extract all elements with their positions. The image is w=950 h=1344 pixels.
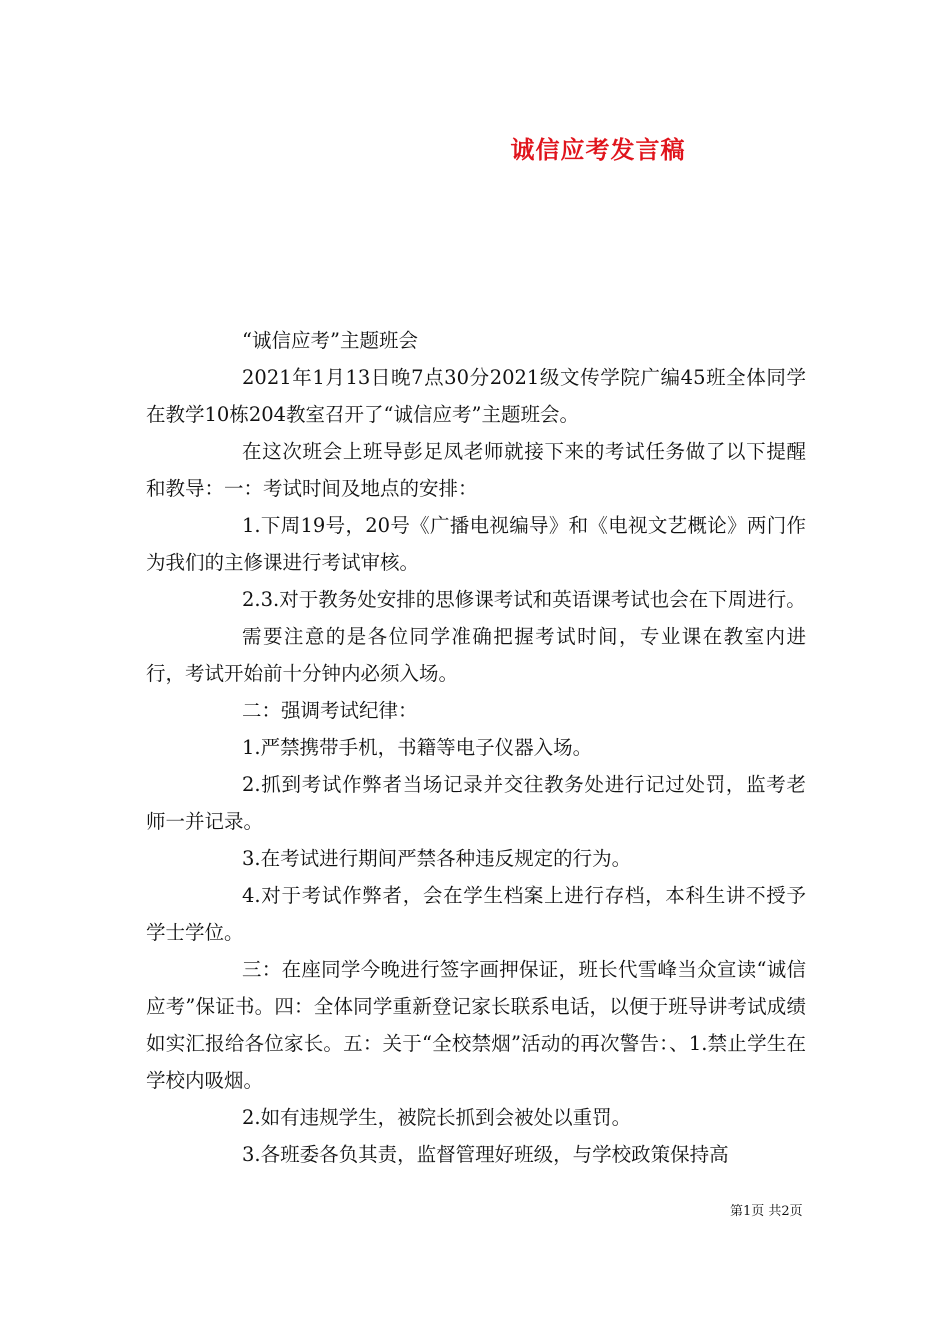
paragraph: 二：强调考试纪律： [242, 699, 418, 722]
paragraph: 2.抓到考试作弊者当场记录并交往教务处进行记过处罚，监考老师一并记录。 [146, 773, 806, 833]
paragraph-subtitle: “诚信应考”主题班会 [242, 329, 418, 352]
document-title: 诚信应考发言稿 [510, 136, 686, 164]
paragraph: 2.如有违规学生，被院长抓到会被处以重罚。 [242, 1106, 632, 1129]
paragraph: 1.严禁携带手机，书籍等电子仪器入场。 [242, 736, 593, 759]
paragraph: 需要注意的是各位同学准确把握考试时间，专业课在教室内进行，考试开始前十分钟内必须入场。 [146, 625, 806, 685]
paragraph: 3.各班委各负其责，监督管理好班级，与学校政策保持高 [242, 1143, 729, 1166]
page-number: 第1页 共2页 [730, 1204, 803, 1219]
paragraph: 2021年1月13日晚7点30分2021级文传学院广编45班全体同学在教学10栋204教室召开了“诚信应考”主题班会。 [146, 366, 806, 426]
paragraph: 在这次班会上班导彭足凤老师就接下来的考试任务做了以下提醒和教导：一：考试时间及地点的安排： [146, 440, 806, 500]
paragraph: 1.下周19号，20号《广播电视编导》和《电视文艺概论》两门作为我们的主修课进行考试审核。 [146, 514, 806, 574]
paragraph: 3.在考试进行期间严禁各种违反规定的行为。 [242, 847, 632, 870]
paragraph: 三：在座同学今晚进行签字画押保证，班长代雪峰当众宣读“诚信应考”保证书。四：全体同学重新登记家长联系电话，以便于班导讲考试成绩如实汇报给各位家长。五：关于“全校禁烟”活动的再次警告：、1.禁止学生在学校内吸烟。 [146, 958, 806, 1092]
paragraph: 2.3.对于教务处安排的思修课考试和英语课考试也会在下周进行。 [242, 588, 806, 611]
paragraph: 4.对于考试作弊者，会在学生档案上进行存档，本科生讲不授予学士学位。 [146, 884, 806, 944]
document-body [146, 322, 806, 1173]
